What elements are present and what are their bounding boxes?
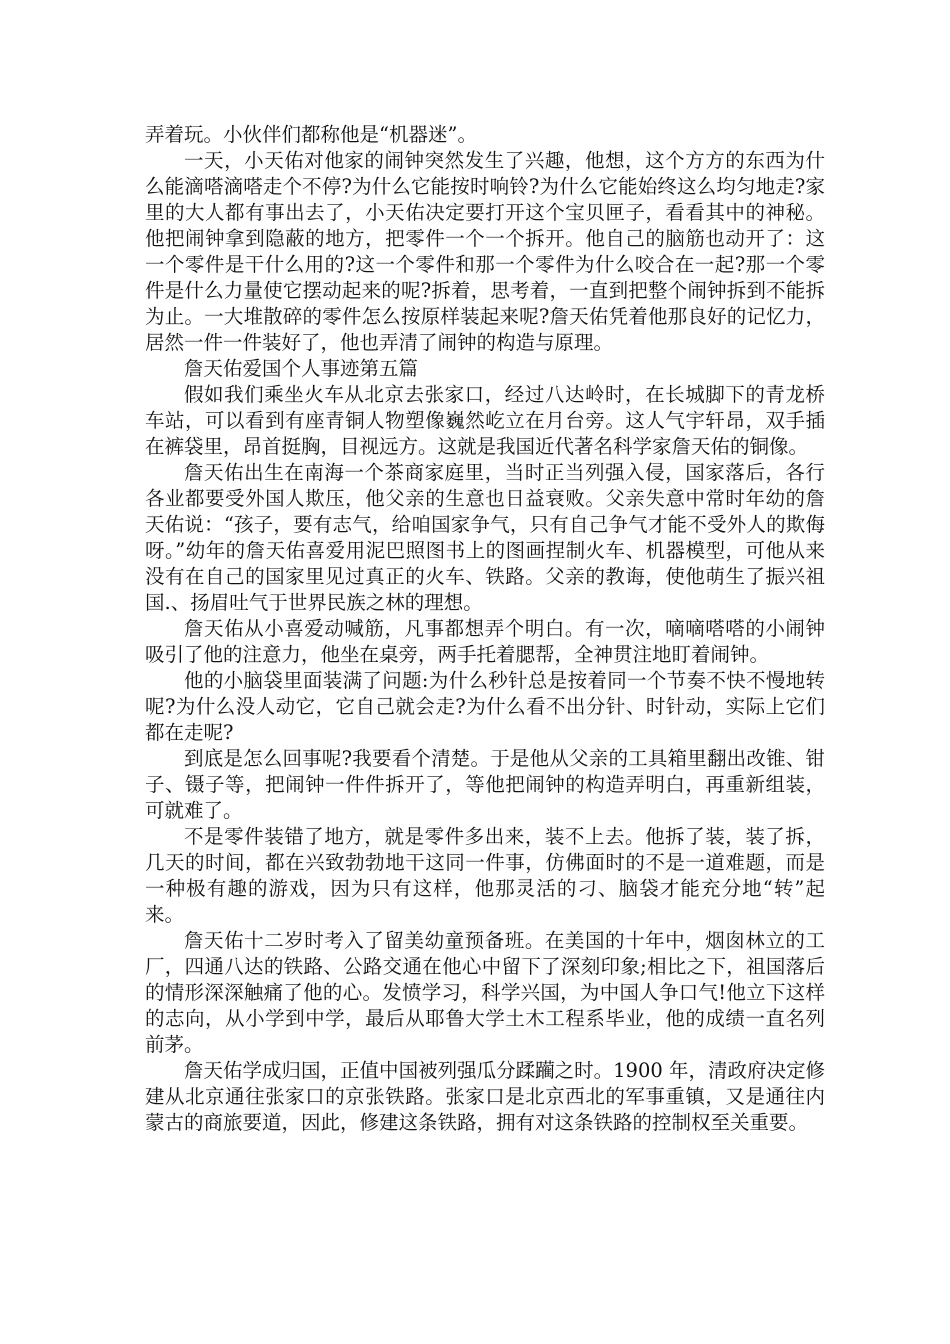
paragraph: 不是零件装错了地方，就是零件多出来，装不上去。他拆了装，装了拆，几天的时间，都在兴致勃勃地干这同一件事，仿佛面时的不是一道难题，而是一种极有趣的游戏，因为只有这样，他那灵活的刁、脑袋才能充分地“转”起来。 (145, 825, 825, 926)
document-page (145, 122, 825, 1136)
paragraph: 他的小脑袋里面装满了问题:为什么秒针总是按着同一个节奏不快不慢地转呢?为什么没人动它，它自己就会走?为什么看不出分针、时针动，实际上它们都在走呢? (145, 669, 825, 744)
paragraph: 詹天佑学成归国，正值中国被列强瓜分蹂躏之时。1900 年，清政府决定修建从北京通往张家口的京张铁路。张家口是北京西北的军事重镇，又是通往内蒙古的商旅要道，因此，修建这条铁路，拥有对这条铁路的控制权至关重要。 (145, 1059, 825, 1134)
paragraph: 假如我们乘坐火车从北京去张家口，经过八达岭时，在长城脚下的青龙桥车站，可以看到有座青铜人物塑像巍然屹立在月台旁。这人气宇轩昂，双手插在裤袋里，昂首挺胸，目视远方。这就是我国近代著名科学家詹天佑的铜像。 (145, 383, 825, 458)
paragraph: 弄着玩。小伙伴们都称他是“机器迷”。 (145, 123, 477, 146)
paragraph: 詹天佑出生在南海一个茶商家庭里，当时正当列强入侵，国家落后，各行各业都要受外国人欺压，他父亲的生意也日益衰败。父亲失意中常时年幼的詹天佑说：“孩子，要有志气，给咱国家争气，只有自己争气才能不受外人的欺侮呀。”幼年的詹天佑喜爱用泥巴照图书上的图画捏制火车、机器模型，可他从来没有在自己的国家里见过真正的火车、铁路。父亲的教诲，使他萌生了振兴祖国.、扬眉吐气于世界民族之林的理想。 (145, 461, 825, 614)
section-heading: 詹天佑爱国个人事迹第五篇 (184, 357, 419, 380)
paragraph: 詹天佑十二岁时考入了留美幼童预备班。在美国的十年中，烟囱林立的工厂，四通八达的铁路、公路交通在他心中留下了深刻印象;相比之下，祖国落后的情形深深触痛了他的心。发愤学习，科学兴国，为中国人争口气!他立下这样的志向，从小学到中学，最后从耶鲁大学土木工程系毕业，他的成绩一直名列前茅。 (145, 929, 825, 1056)
paragraph: 到底是怎么回事呢?我要看个清楚。于是他从父亲的工具箱里翻出改锥、钳子、镊子等，把闹钟一件件拆开了，等他把闹钟的构造弄明白，再重新组装，可就难了。 (145, 747, 825, 822)
paragraph: 一天，小天佑对他家的闹钟突然发生了兴趣，他想，这个方方的东西为什么能滴嗒滴嗒走个不停?为什么它能按时响铃?为什么它能始终这么均匀地走?家里的大人都有事出去了，小天佑决定要打开这个宝贝匣子，看看其中的神秘。他把闹钟拿到隐蔽的地方，把零件一个一个拆开。他自己的脑筋也动开了：这一个零件是干什么用的?这一个零件和那一个零件为什么咬合在一起?那一个零件是什么力量使它摆动起来的呢?拆着，思考着，一直到把整个闹钟拆到不能拆为止。一大堆散碎的零件怎么按原样装起来呢?詹天佑凭着他那良好的记忆力，居然一件一件装好了，他也弄清了闹钟的构造与原理。 (145, 149, 825, 354)
paragraph: 詹天佑从小喜爱动喊筋，凡事都想弄个明白。有一次，嘀嘀嗒嗒的小闹钟吸引了他的注意力，他坐在桌旁，两手托着腮帮，全神贯注地盯着闹钟。 (145, 617, 825, 666)
